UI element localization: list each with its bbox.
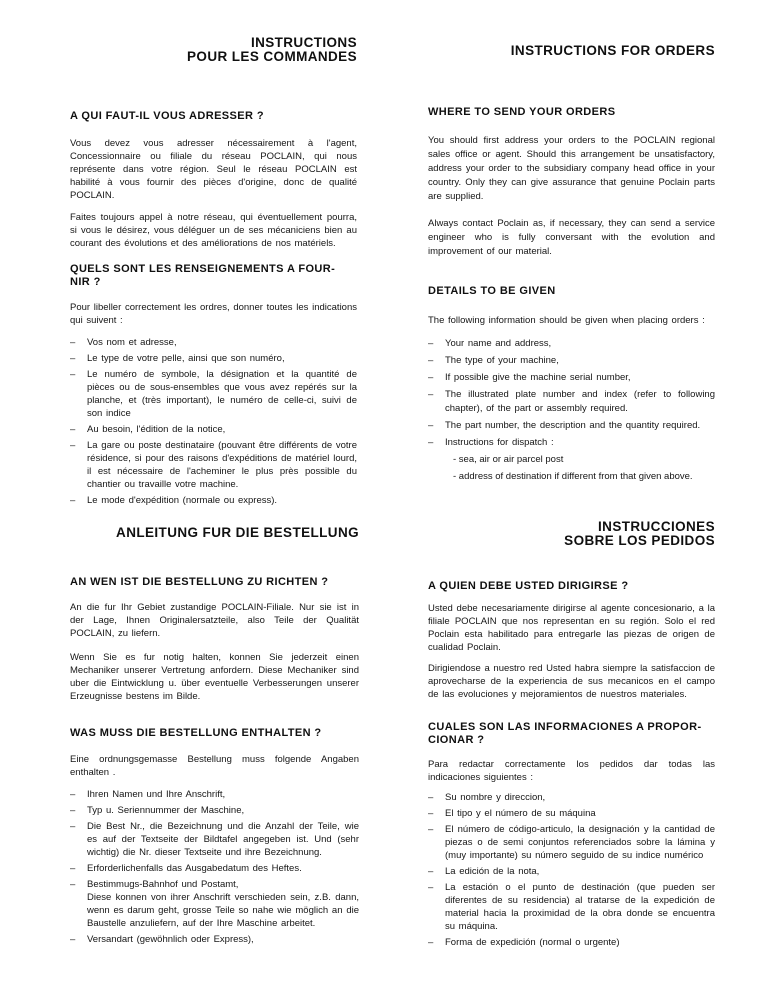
bullet-dash: – bbox=[70, 337, 76, 348]
list-item bbox=[70, 804, 359, 817]
bullet-text: Die Best Nr., die Bezeichnung und die Anzahl der Teile, wie es auf der Textseite der Bildtafel angegeben ist. Und (sehr wichtig) die Nr. dieser Textseite und ihre Bezeichnung. bbox=[87, 821, 359, 858]
bullet-dash: – bbox=[428, 338, 434, 349]
section-english bbox=[428, 44, 715, 487]
bullet-dash: – bbox=[70, 863, 76, 874]
french-paragraph-2: Faites toujours appel à notre réseau, qui éventuellement pourra, si vous le désirez, vous déléguer un de ses mécaniciens bien au courant des évolutions et des améliorations de nos matériels. bbox=[70, 212, 357, 249]
spanish-heading-where: A QUIEN DEBE USTED DIRIGIRSE ? bbox=[428, 580, 629, 592]
bullet-dash: – bbox=[70, 821, 76, 832]
bullet-dash: – bbox=[428, 866, 434, 877]
list-item bbox=[428, 865, 715, 878]
bullet-dash: – bbox=[428, 389, 434, 400]
list-item bbox=[70, 788, 359, 801]
english-paragraph-2: Always contact Poclain as, if necessary, they can send a service engineer who is fully conversant with the evolution and improvement of our material. bbox=[428, 218, 715, 257]
english-heading-details: DETAILS TO BE GIVEN bbox=[428, 285, 556, 297]
section-french bbox=[70, 36, 357, 510]
bullet-text: La estación o el punto de destinación (que pueden ser diferentes de su residencia) al tratarse de la expedición de material hacia la proximidad de la obra donde se encuentra su máquina. bbox=[445, 882, 715, 932]
french-title-line: INSTRUCTIONS bbox=[250, 35, 357, 50]
list-item bbox=[70, 368, 357, 420]
bullet-text: Le numéro de symbole, la désignation et la quantité de pièces ou de sous-ensembles que vous avez repérés sur la planche, et (très important), le numéro de celle-ci, suivi de son indice bbox=[87, 369, 357, 419]
french-intro: Pour libeller correctement les ordres, donner toutes les indications qui suivent : bbox=[70, 302, 357, 326]
list-item bbox=[70, 439, 357, 491]
list-item bbox=[428, 881, 715, 933]
bullet-dash: – bbox=[70, 879, 76, 890]
list-item bbox=[428, 371, 715, 385]
bullet-text: La edición de la nota, bbox=[445, 866, 540, 877]
bullet-text: El tipo y el número de su máquina bbox=[445, 808, 596, 819]
bullet-text: Le mode d'expédition (normale ou express). bbox=[87, 495, 278, 506]
bullet-text: Bestimmugs-Bahnhof und Postamt, bbox=[87, 879, 239, 890]
list-item bbox=[428, 436, 715, 484]
german-paragraph-1: An die fur Ihr Gebiet zustandige POCLAIN-Filiale. Nur sie ist in der Lage, Ihnen Originalersatzteile, also Teile der Qualität POCLAIN, zu liefern. bbox=[70, 602, 359, 639]
english-intro: The following information should be given when placing orders : bbox=[428, 315, 705, 326]
english-title bbox=[428, 44, 715, 58]
list-item bbox=[428, 936, 715, 949]
spanish-heading-details-line: CUALES SON LAS INFORMACIONES A PROPOR- bbox=[428, 721, 702, 733]
list-item bbox=[428, 354, 715, 368]
list-item bbox=[70, 933, 359, 946]
spanish-title bbox=[428, 520, 715, 548]
bullet-text: Vos nom et adresse, bbox=[87, 337, 177, 348]
bullet-dash: – bbox=[70, 495, 76, 506]
spanish-heading-details bbox=[428, 721, 715, 747]
list-item bbox=[70, 878, 359, 930]
french-paragraph-1: Vous devez vous adresser nécessairement à l'agent, Concessionnaire ou filiale du réseau POCLAIN, qui nous représente dans votre région. Seul le réseau POCLAIN est habilité à vous fournir des pièces d'origine, donc de qualité POCLAIN. bbox=[70, 138, 357, 201]
spanish-title-line: INSTRUCCIONES bbox=[598, 519, 715, 534]
german-bullet-list bbox=[70, 788, 359, 946]
bullet-text: Typ u. Seriennummer der Maschine, bbox=[87, 805, 245, 816]
english-heading-where: WHERE TO SEND YOUR ORDERS bbox=[428, 106, 616, 118]
bullet-dash: – bbox=[428, 937, 434, 948]
bullet-dash: – bbox=[428, 882, 434, 893]
list-item bbox=[70, 820, 359, 859]
bullet-dash: – bbox=[70, 805, 76, 816]
german-heading-details: WAS MUSS DIE BESTELLUNG ENTHALTEN ? bbox=[70, 727, 322, 739]
bullet-text: Versandart (gewöhnlich oder Express), bbox=[87, 934, 254, 945]
bullet-text: Instructions for dispatch : bbox=[445, 437, 554, 448]
list-item bbox=[428, 791, 715, 804]
bullet-text: La gare ou poste destinataire (pouvant être différents de votre résidence, si pour des raisons d'expéditions de matériel lourd, il est nécessaire de l'acheminer le plus près possible du chantier ou travaille votre machine. bbox=[87, 440, 357, 490]
french-bullet-list bbox=[70, 336, 357, 507]
french-title bbox=[70, 36, 357, 64]
spanish-paragraph-1: Usted debe necesariamente dirigirse al agente concesionario, a la filiale POCLAIN que nos representan en su región. Solo el red Poclain esta habilitado para entregarle las piezas de origen de cualidad Poclain. bbox=[428, 603, 715, 653]
list-item bbox=[428, 337, 715, 351]
bullet-dash: – bbox=[70, 789, 76, 800]
list-item bbox=[428, 419, 715, 433]
bullet-dash: – bbox=[428, 372, 434, 383]
german-paragraph-2: Wenn Sie es fur notig halten, konnen Sie jederzeit einen Mechaniker unserer Vertretung anfordern. Diese Mechaniker sind uber die Eintwicklung u. über eventuelle Verbesserungen unserer Erzeugnisse bestens im Bilde. bbox=[70, 652, 359, 702]
bullet-subitem: - address of destination if different from that given above. bbox=[453, 471, 693, 482]
bullet-dash: – bbox=[428, 437, 434, 448]
english-paragraph-1: You should first address your orders to the POCLAIN regional sales office or agent. Should this arrangement be unsatisfactory, address your order to the subsidiary company head office in your country. Only they can give assurance that genuine Poclain parts are supplied. bbox=[428, 135, 715, 202]
bullet-text: Ihren Namen und Ihre Anschrift, bbox=[87, 789, 226, 800]
list-item bbox=[70, 336, 357, 349]
list-item bbox=[428, 807, 715, 820]
german-title-line: ANLEITUNG FUR DIE BESTELLUNG bbox=[116, 525, 359, 540]
french-heading-details bbox=[70, 263, 357, 289]
english-bullet-list bbox=[428, 337, 715, 484]
bullet-dash: – bbox=[70, 369, 76, 380]
german-intro: Eine ordnungsgemasse Bestellung muss folgende Angaben enthalten . bbox=[70, 754, 359, 778]
german-title bbox=[70, 526, 359, 540]
french-title-line: POUR LES COMMANDES bbox=[187, 49, 357, 64]
list-item bbox=[428, 388, 715, 416]
bullet-subitem: - sea, air or air parcel post bbox=[453, 454, 564, 465]
list-item bbox=[428, 823, 715, 862]
bullet-text: Erforderlichenfalls das Ausgabedatum des Heftes. bbox=[87, 863, 302, 874]
list-item bbox=[70, 494, 357, 507]
french-heading-details-line: QUELS SONT LES RENSEIGNEMENTS A FOUR- bbox=[70, 263, 336, 275]
bullet-dash: – bbox=[70, 424, 76, 435]
bullet-text: If possible give the machine serial number, bbox=[445, 372, 631, 383]
bullet-dash: – bbox=[70, 353, 76, 364]
bullet-dash: – bbox=[428, 355, 434, 366]
list-item bbox=[70, 352, 357, 365]
english-title-line: INSTRUCTIONS FOR ORDERS bbox=[510, 43, 715, 58]
bullet-text: El número de código-articulo, la designación y la cantidad de piezas o de semi conjuntos referenciados sobre la lámina y (muy importante) su número seguido de su indice numérico bbox=[445, 824, 715, 861]
bullet-text: The illustrated plate number and index (refer to following chapter), of the part or assembly required. bbox=[445, 389, 715, 414]
bullet-text: Forma de expedición (normal o urgente) bbox=[445, 937, 620, 948]
list-item bbox=[70, 423, 357, 436]
german-heading-where: AN WEN IST DIE BESTELLUNG ZU RICHTEN ? bbox=[70, 576, 329, 588]
bullet-text: Your name and address, bbox=[445, 338, 552, 349]
bullet-text: Su nombre y direccion, bbox=[445, 792, 546, 803]
spanish-intro: Para redactar correctamente los pedidos dar todas las indicaciones siguientes : bbox=[428, 759, 715, 783]
spanish-heading-details-line: CIONAR ? bbox=[428, 734, 485, 746]
bullet-dash: – bbox=[70, 934, 76, 945]
spanish-paragraph-2: Dirigiendose a nuestro red Usted habra siempre la satisfaccion de aprovecharse de la experiencia de sus mecanicos en el campo de las evoluciones y mejoramientos de nuestros materiales. bbox=[428, 663, 715, 700]
section-spanish bbox=[428, 506, 715, 952]
spanish-title-line: SOBRE LOS PEDIDOS bbox=[564, 533, 715, 548]
bullet-dash: – bbox=[428, 824, 434, 835]
bullet-dash: – bbox=[428, 792, 434, 803]
bullet-dash: – bbox=[428, 808, 434, 819]
bullet-text: Au besoin, l'édition de la notice, bbox=[87, 424, 226, 435]
french-heading-details-line: NIR ? bbox=[70, 276, 101, 288]
bullet-text: The type of your machine, bbox=[445, 355, 559, 366]
bullet-text: Le type de votre pelle, ainsi que son numéro, bbox=[87, 353, 285, 364]
bullet-text: The part number, the description and the quantity required. bbox=[445, 420, 701, 431]
section-german bbox=[70, 518, 359, 949]
french-heading-where: A QUI FAUT-IL VOUS ADRESSER ? bbox=[70, 110, 264, 122]
bullet-continuation: Diese konnen von ihrer Anschrift verschieden sein, z.B. dann, wenn es darum geht, grosse Teile so nahe wie möglich an die Baustelle anzuliefern, auf der Ihre Maschine arbeitet. bbox=[87, 892, 359, 929]
bullet-dash: – bbox=[428, 420, 434, 431]
list-item bbox=[70, 862, 359, 875]
spanish-bullet-list bbox=[428, 791, 715, 949]
bullet-dash: – bbox=[70, 440, 76, 451]
